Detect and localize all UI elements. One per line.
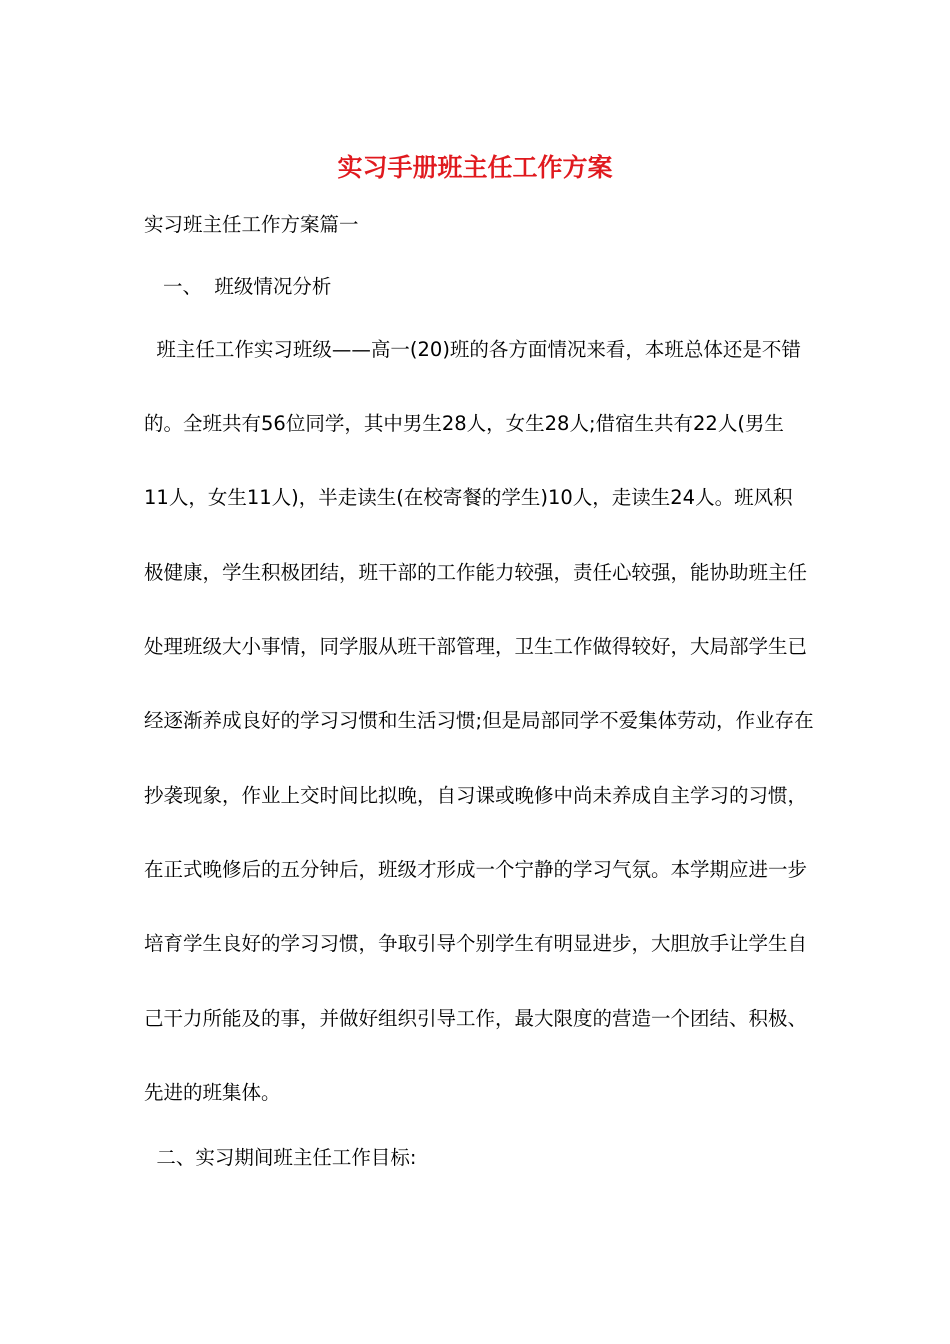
paragraph-line: 己干力所能及的事，并做好组织引导工作，最大限度的营造一个团结、积极、 [144, 1007, 808, 1030]
paragraph-line: 的。全班共有56位同学，其中男生28人，女生28人;借宿生共有22人(男生 [144, 412, 784, 435]
paragraph-line: 先进的班集体。 [144, 1081, 281, 1104]
paragraph-line: 抄袭现象，作业上交时间比拟晚，自习课或晚修中尚未养成自主学习的习惯， [144, 784, 808, 807]
paragraph-line: 11人，女生11人)，半走读生(在校寄餐的学生)10人，走读生24人。班风积 [144, 486, 793, 509]
paragraph-line: 培育学生良好的学习习惯，争取引导个别学生有明显进步，大胆放手让学生自 [144, 932, 808, 955]
paragraph-line: 在正式晚修后的五分钟后，班级才形成一个宁静的学习气氛。本学期应进一步 [144, 858, 808, 881]
paragraph-line: 极健康，学生积极团结，班干部的工作能力较强，责任心较强，能协助班主任 [144, 561, 808, 584]
document-subtitle: 实习班主任工作方案篇一 [144, 213, 359, 236]
paragraph-line: 经逐渐养成良好的学习习惯和生活习惯;但是局部同学不爱集体劳动，作业存在 [144, 709, 814, 732]
document-title: 实习手册班主任工作方案 [337, 153, 613, 182]
paragraph-line: 班主任工作实习班级——高一(20)班的各方面情况来看，本班总体还是不错 [144, 338, 801, 361]
section-heading-2: 二、实习期间班主任工作目标: [144, 1146, 417, 1169]
section-heading-1: 一、 班级情况分析 [163, 275, 332, 298]
paragraph-line: 处理班级大小事情，同学服从班干部管理，卫生工作做得较好，大局部学生已 [144, 635, 808, 658]
